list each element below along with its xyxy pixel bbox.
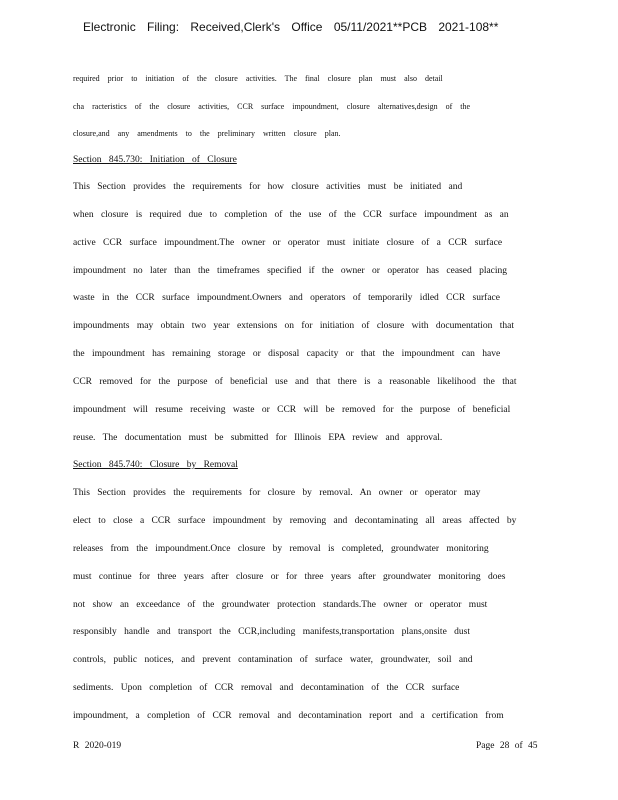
docket-number: R 2020-019 xyxy=(73,741,122,751)
body-line: responsibly handle and transport the CCR,including manifests,transportation plans,onsite dust xyxy=(73,627,470,637)
section-heading: Section 845.730: Initiation of Closure xyxy=(73,155,237,165)
body-line: when closure is required due to completion of the use of the CCR surface impoundment as an xyxy=(73,210,509,220)
body-line: This Section provides the requirements for how closure activities must be initiated and xyxy=(73,182,463,192)
body-line: waste in the CCR surface impoundment.Owners and operators of temporarily idled CCR surface xyxy=(73,293,500,303)
body-line: closure,and any amendments to the preliminary written closure plan. xyxy=(73,129,341,138)
filing-header: Electronic Filing: Received,Clerk's Office 05/11/2021**PCB 2021-108** xyxy=(83,20,499,34)
body-line: reuse. The documentation must be submitted for Illinois EPA review and approval. xyxy=(73,433,443,443)
body-line: must continue for three years after closure or for three years after groundwater monitoring does xyxy=(73,572,506,582)
body-line: impoundment, a completion of CCR removal and decontamination report and a certification from xyxy=(73,711,504,721)
body-line: elect to close a CCR surface impoundment by removing and decontaminating all areas affected by xyxy=(73,516,517,526)
section-heading: Section 845.740: Closure by Removal xyxy=(73,460,238,470)
body-line: required prior to initiation of the closure activities. The final closure plan must also detail xyxy=(73,74,443,83)
body-line: not show an exceedance of the groundwater protection standards.The owner or operator must xyxy=(73,600,488,610)
body-line: impoundment will resume receiving waste or CCR will be removed for the purpose of beneficial xyxy=(73,405,511,415)
body-line: active CCR surface impoundment.The owner or operator must initiate closure of a CCR surface xyxy=(73,238,503,248)
body-line: controls, public notices, and prevent contamination of surface water, groundwater, soil and xyxy=(73,655,473,665)
body-line: the impoundment has remaining storage or disposal capacity or that the impoundment can have xyxy=(73,349,501,359)
body-line: impoundment no later than the timeframes specified if the owner or operator has ceased placing xyxy=(73,266,508,276)
body-line: This Section provides the requirements for closure by removal. An owner or operator may xyxy=(73,488,481,498)
page-number: Page 28 of 45 xyxy=(476,741,538,751)
body-line: releases from the impoundment.Once closure by removal is completed, groundwater monitoring xyxy=(73,544,489,554)
body-line: cha racteristics of the closure activities, CCR surface impoundment, closure alternatives,design of the xyxy=(73,102,471,111)
body-line: impoundments may obtain two year extensions on for initiation of closure with documentation that xyxy=(73,321,514,331)
body-line: sediments. Upon completion of CCR removal and decontamination of the CCR surface xyxy=(73,683,460,693)
body-line: CCR removed for the purpose of beneficial use and that there is a reasonable likelihood the that xyxy=(73,377,517,387)
